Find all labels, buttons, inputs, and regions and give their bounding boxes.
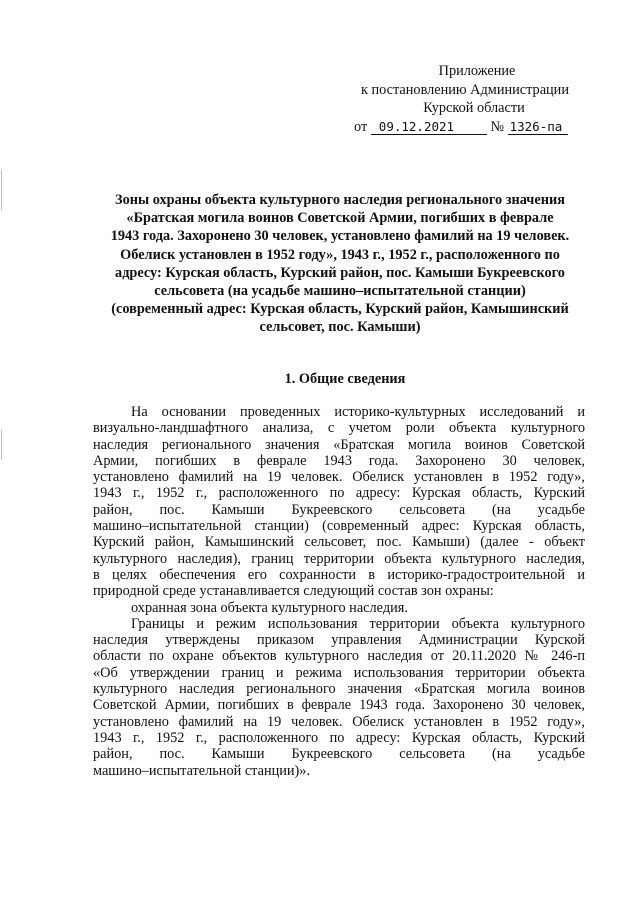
paragraph-line: культурного наследия), границ территории объекта культурного наследия, (93, 550, 585, 567)
number-prefix: № (490, 118, 505, 135)
title-line: (современный адрес: Курская область, Курский район, Камышинский (111, 301, 569, 318)
appendix-block (330, 62, 600, 136)
title-line: Обелиск установлен в 1952 году», 1943 г., 1952 г., расположенного по (120, 246, 560, 263)
title-line: Зоны охраны объекта культурного наследия регионального значения (115, 192, 565, 208)
body-text (93, 404, 585, 779)
title-line: сельсовета (на усадьбе машино–испытательной станции) (154, 283, 526, 300)
decree-number: 1326-па (508, 119, 568, 135)
scan-edge-mark (1, 430, 2, 460)
title-line: «Братская могила воинов Советской Армии, погибших в феврале (126, 210, 554, 227)
paragraph-line: Армии, погибших в феврале 1943 года. Захоронено 30 человек, (93, 452, 585, 469)
title-line: адресу: Курская область, Курский район, пос. Камыши Букреевского (115, 264, 565, 281)
paragraph-line: установлено фамилий на 19 человек. Обелиск установлен в 1952 году», (93, 469, 585, 486)
title-line: сельсовет, пос. Камыши) (259, 319, 421, 336)
paragraph-line: охранная зона объекта культурного наследия. (131, 599, 408, 616)
paragraph-line: наследия регионального значения «Братская могила воинов Советской (93, 436, 585, 453)
document-title (70, 191, 610, 337)
paragraph-line: визуально-ландшафтного анализа, с учетом роли объекта культурного (93, 420, 585, 437)
date-prefix: от (354, 118, 368, 135)
paragraph-line: установлено фамилий на 19 человек. Обелиск установлен в 1952 году», (93, 713, 585, 730)
paragraph-line: в целях обеспечения его сохранности в историко-градостроительной и (93, 566, 585, 583)
section-heading (95, 370, 595, 388)
paragraph-line: район, пос. Камыши Букреевского сельсовета (на усадьбе (93, 501, 585, 518)
appendix-region: Курской области (423, 100, 525, 116)
scan-edge-mark (1, 170, 2, 210)
appendix-title: Приложение (438, 63, 516, 79)
paragraph-line: области по охране объектов культурного наследия от 20.11.2020 № 246-п (93, 648, 585, 665)
paragraph-line: «Об утверждении границ и режима использования территории объекта (93, 664, 585, 681)
appendix-date-row (330, 118, 600, 137)
section-title: Общие сведения (298, 371, 406, 387)
paragraph-line: Границы и режим использования территории объекта культурного (131, 615, 585, 632)
paragraph-line: наследия утверждены приказом управления Администрации Курской (93, 632, 585, 649)
paragraph-line: машино–испытательной станции)». (93, 762, 311, 779)
paragraph-line: культурного наследия регионального значения «Братская могила воинов (93, 681, 585, 698)
paragraph-line: район, пос. Камыши Букреевского сельсовета (на усадьбе (93, 746, 585, 763)
paragraph-line: 1943 г., 1952 г., расположенного по адресу: Курская область, Курский (93, 729, 585, 746)
paragraph-line: машино–испытательной станции) (современный адрес: Курская область, (93, 518, 585, 535)
paragraph-line: природной среде устанавливается следующий состав зон охраны: (93, 583, 494, 600)
paragraph-line: 1943 г., 1952 г., расположенного по адресу: Курская область, Курский (93, 485, 585, 502)
appendix-decree-ref: к постановлению Администрации (360, 81, 569, 98)
decree-date: 09.12.2021 (371, 119, 487, 135)
paragraph-line: Курский район, Камышинский сельсовет, пос. Камыши) (далее - объект (93, 534, 585, 551)
paragraph-line: Советской Армии, погибших в феврале 1943 года. Захоронено 30 человек, (93, 697, 585, 714)
section-number: 1. (284, 371, 296, 387)
paragraph-line: На основании проведенных историко-культурных исследований и (131, 404, 585, 420)
title-line: 1943 года. Захоронено 30 человек, установлено фамилий на 19 человек. (110, 228, 570, 245)
